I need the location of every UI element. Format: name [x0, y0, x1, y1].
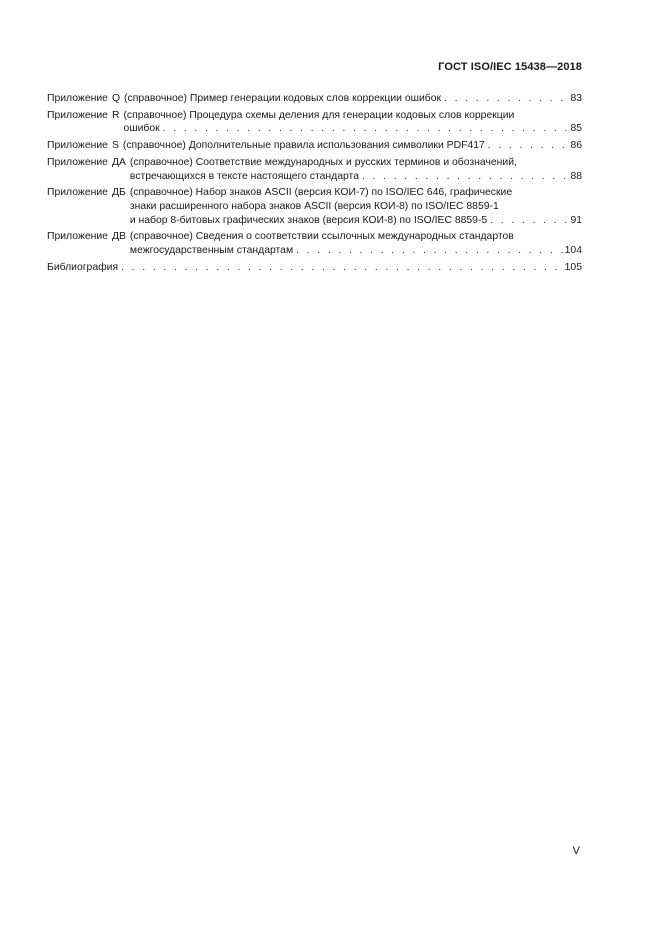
toc-annex-label: Приложение	[47, 156, 108, 168]
toc-annex-label: Приложение	[47, 109, 108, 121]
toc-page-number[interactable]: 105	[564, 261, 582, 273]
toc-entry-prefix	[47, 92, 124, 106]
toc-entry-title: (справочное) Пример генерации кодовых слов коррекции ошибок	[124, 93, 442, 104]
toc-entry-line	[123, 139, 582, 153]
toc-entry-title: межгосударственным стандартам	[129, 244, 294, 256]
toc-entry-line	[130, 186, 582, 200]
toc-annex-letter: ДВ	[111, 231, 126, 243]
toc-entry-body	[130, 186, 582, 227]
toc-page-number[interactable]: 91	[570, 214, 582, 226]
toc-entry-line	[130, 214, 582, 228]
toc-entry-line	[130, 244, 582, 258]
toc-annex-letter: ДА	[111, 156, 126, 168]
toc-annex-letter: R	[111, 109, 120, 121]
toc-entry[interactable]	[47, 186, 582, 227]
toc-entry[interactable]	[47, 261, 582, 275]
document-header: ГОСТ ISO/IEC 15438—2018	[438, 61, 582, 73]
toc-entry[interactable]	[47, 92, 582, 106]
toc-entry-line	[123, 122, 582, 136]
toc-leader-dots	[444, 92, 569, 106]
toc-page-number[interactable]: 104	[564, 244, 582, 256]
toc-entry-title: знаки расширенного набора знаков ASCII (версия КОИ-8) по ISO/IEC 8859-1	[129, 200, 499, 212]
toc-entry-title: (справочное) Сведения о соответствии ссылочных международных стандартов	[129, 231, 514, 243]
toc-entry-body	[130, 156, 582, 183]
toc-annex-letter: S	[111, 140, 119, 152]
toc-page-number[interactable]: 88	[570, 170, 582, 182]
toc-bibliography-label: Библиография	[47, 261, 119, 273]
toc-entry-body	[123, 139, 582, 153]
toc-page-number[interactable]: 85	[570, 123, 582, 135]
toc-annex-label: Приложение	[47, 140, 108, 152]
toc-entry-prefix	[47, 230, 130, 244]
toc-annex-letter: ДБ	[111, 187, 126, 199]
toc-entry-title: встречающихся в тексте настоящего стандарта	[129, 170, 359, 182]
toc-page-number[interactable]: 83	[570, 93, 582, 104]
toc-entry[interactable]	[47, 230, 582, 257]
toc-entry-title: (справочное) Соответствие международных и русских терминов и обозначений,	[129, 156, 517, 168]
toc-entry-prefix	[47, 186, 130, 200]
toc-leader-dots	[490, 214, 569, 228]
page-number: V	[572, 845, 580, 857]
toc-entry-prefix	[47, 139, 123, 153]
toc-annex-letter: Q	[111, 93, 121, 104]
toc-entry-prefix	[47, 109, 123, 123]
toc-entry-line	[130, 170, 582, 184]
toc-entry-prefix	[47, 156, 130, 170]
toc-entry[interactable]	[47, 139, 582, 153]
toc-entry-line	[47, 261, 582, 275]
toc-entry-line	[130, 200, 582, 214]
toc-annex-label: Приложение	[47, 187, 108, 199]
toc-entry-line	[123, 109, 582, 123]
toc-entry[interactable]	[47, 109, 582, 136]
toc-entry-title: (справочное) Дополнительные правила использования символики PDF417	[122, 140, 485, 152]
toc-entry-title: ошибок	[123, 123, 160, 135]
toc-page-number[interactable]: 86	[570, 140, 582, 152]
toc-entry-line	[124, 92, 582, 106]
toc-entry-title: (справочное) Набор знаков ASCII (версия КОИ-7) по ISO/IEC 646, графические	[129, 187, 513, 199]
toc-entry-line	[130, 230, 582, 244]
toc-entry-body	[47, 261, 582, 275]
toc-entry-body	[130, 230, 582, 257]
toc-annex-label: Приложение	[47, 93, 108, 104]
toc-leader-dots	[163, 122, 570, 136]
toc-entry-body	[124, 92, 582, 106]
toc-annex-label: Приложение	[47, 231, 108, 243]
toc-entry-title: (справочное) Процедура схемы деления для генерации кодовых слов коррекции	[123, 109, 515, 121]
table-of-contents	[47, 92, 582, 277]
toc-entry-line	[130, 156, 582, 170]
toc-leader-dots	[488, 139, 570, 153]
toc-entry-title: и набор 8-битовых графических знаков (версия КОИ-8) по ISO/IEC 8859-5	[129, 214, 488, 226]
toc-entry-body	[123, 109, 582, 136]
toc-entry[interactable]	[47, 156, 582, 183]
toc-leader-dots	[121, 261, 564, 275]
toc-leader-dots	[296, 244, 564, 258]
toc-leader-dots	[362, 170, 569, 184]
